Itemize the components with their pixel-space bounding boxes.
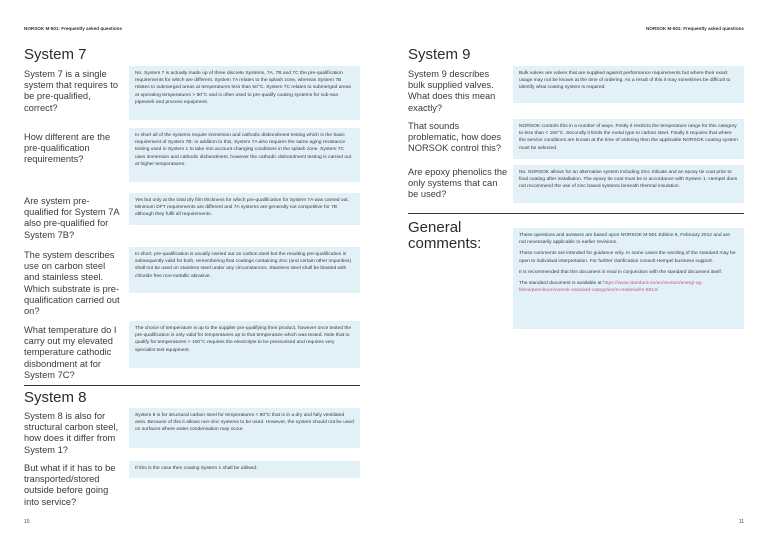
general-comment: These questions and answers are based upon NORSOK M-501 Edition 6, February 2012 and are not necessarily applicable to earlier revisions. xyxy=(519,233,730,246)
section-divider xyxy=(408,213,744,214)
standard-document-link[interactable]: https://www.standard.no/en/sectors/energi-og-klima/petroleum/norsok-standard-categories/m-material/m-5014/ xyxy=(519,281,703,294)
section-title-general-comments xyxy=(408,220,481,252)
general-title-line-1: General xyxy=(408,219,462,236)
general-comments-box xyxy=(513,228,744,329)
answer-box xyxy=(513,165,744,203)
question: System 7 is a single system that requires to be pre-qualified, correct? xyxy=(24,69,119,113)
link-prefix: The standard document is available at xyxy=(519,281,604,287)
answer-text: System 8 is for structural carbon steel for temperatures < 80°C that is in a dry and fully ventilated area. Because of this it allows non-zinc systems to be used. However, the system should not be used on surfaces where water condensation may occur. xyxy=(135,413,354,433)
answer-box xyxy=(129,461,360,478)
question: That sounds problematic, how does NORSOK control this? xyxy=(408,121,502,154)
answer-box xyxy=(129,128,360,182)
answer-text: NORSOK controls this in a number of ways. Firstly it restricts the temperature range for this category to less than < 150°C. Secondly it limits the metal type to carbon steel. Finally it requires that where the service conditions are known at the time of ordering then the applicable NORSOK coating system must be selected. xyxy=(519,124,738,151)
answer-text: Yes but only at the total dry film thickness for which pre-qualification for System 7A was carried out. Minimum DFT requirements are different and 7A systems are generally not competitive for 7B although they fulfil all requirements. xyxy=(135,198,350,218)
general-title-line-2: comments: xyxy=(408,235,482,252)
question: What temperature do I carry out my elevated temperature cathodic disbondment at for System 7C? xyxy=(24,325,117,380)
answer-text: The choice of temperature is up to the supplier pre-qualifying their product, however once tested the pre-qualification is only valid for temperatures up to that temperature which was tested. Note that to qualify for temperatures > 100°C requires the electrolyte to be pressurised and requires very specialist test equipment. xyxy=(135,326,352,353)
question: The system describes use on carbon steel and stainless steel. Which substrate is pre-qualification carried out on? xyxy=(24,250,120,317)
page-header: NORSOK M-501: Frequently asked questions xyxy=(645,26,744,31)
general-comment xyxy=(519,280,738,294)
section-divider xyxy=(24,385,360,386)
answer-box xyxy=(129,66,360,120)
answer-text: In short, pre-qualification is usually carried out on carbon steel but the resulting pre-qualification is subsequently valid for both, remembering that coatings containing zinc (and certain other impurities) shall not be used on stainless steel under any circumstances. Stainless steel shall be blasted with chloride free non-metallic abrasive. xyxy=(135,252,352,279)
answer-box xyxy=(513,66,744,103)
answer-box xyxy=(513,119,744,159)
page-number: 11 xyxy=(738,519,744,525)
general-comment: It is recommended that this document is read in conjunction with the standard document itself. xyxy=(519,269,723,275)
answer-box xyxy=(129,408,360,448)
section-title-system-8: System 8 xyxy=(24,389,87,406)
question: But what if it has to be transported/stored outside before going into service? xyxy=(24,463,116,507)
general-comment: These comments are intended for guidance only. In some cases the wording of the standard may be open to individual interpretation. For further clarification consult Hempel business support. xyxy=(519,251,736,264)
right-page xyxy=(384,0,768,543)
page-header: NORSOK M-501: Frequently asked questions xyxy=(24,26,123,31)
question: Are system pre-qualified for System 7A also pre-qualified for System 7B? xyxy=(24,196,120,240)
question: System 9 describes bulk supplied valves. What does this mean exactly? xyxy=(408,69,496,113)
question: How different are the pre-qualification requirements? xyxy=(24,132,111,165)
answer-text: In short all of the systems require immersion and cathodic disbondment testing which is the basic requirement of System 7B. In addition to this, System 7A also requires the same aging resistance testing used in System 1 to take into account changing conditions in the splash zone. System 7C uses immersion and cathodic disbondment, however the cathodic disbondment testing is carried out at higher temperatures. xyxy=(135,133,352,167)
section-title-system-9: System 9 xyxy=(408,46,471,63)
answer-text: No. System 7 is actually made up of three discrete Systems, 7A, 7B and 7C the pre-qualification requirements for which are different. System 7A relates to the splash zone, whereas System 7B relates to submerged areas at temperatures less than 50°C. System 7C relates to submerged areas at operating temperatures > 50°C and is often used to pre-qualify coating systems for sub-sea pipework and process equipment. xyxy=(135,71,351,105)
answer-text: If this is the case then coating System 1 shall be utilised. xyxy=(135,466,258,471)
answer-text: Bulk valves are valves that are supplied against performance requirements but where their exact usage may not be known at the time of ordering. As a result of this it may sometimes be difficult to identify what coating system is required. xyxy=(519,71,731,91)
answer-box xyxy=(129,193,360,225)
answer-text: No. NORSOK allows for an alternative system including Zinc Silicate and an epoxy tie coat prior to final coating after installation. The epoxy tie coat must be in accordance with System 1. Hempel does not recommend the use of zinc based systems beneath thermal insulation. xyxy=(519,170,738,190)
question: Are epoxy phenolics the only systems that can be used? xyxy=(408,167,508,200)
page-number: 10 xyxy=(24,519,30,525)
answer-box xyxy=(129,247,360,293)
section-title-system-7: System 7 xyxy=(24,46,87,63)
answer-box xyxy=(129,321,360,368)
question: System 8 is also for structural carbon steel, how does it differ from System 1? xyxy=(24,411,119,455)
